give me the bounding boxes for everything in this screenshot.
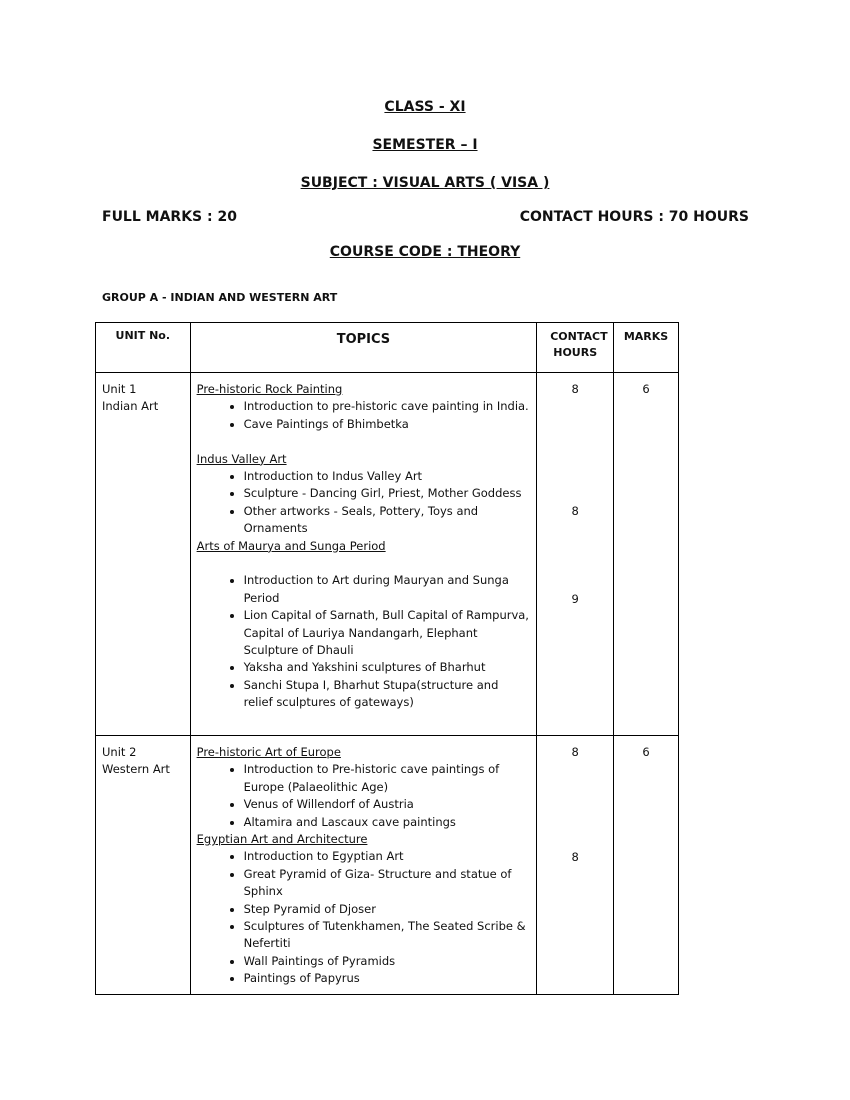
marks-cell: 6 — [614, 373, 679, 736]
col-hours-header — [537, 323, 614, 373]
class-title: CLASS - XI — [384, 99, 466, 115]
section-hours: 8 — [571, 745, 579, 759]
topic-list — [197, 572, 531, 711]
list-item: • Introduction to Indus Valley Art — [244, 468, 531, 485]
unit-name: Indian Art — [102, 399, 159, 414]
topic-list — [197, 398, 531, 433]
contact-hours: CONTACT HOURS : 70 HOURS — [519, 209, 749, 225]
table-row — [96, 373, 679, 736]
marks-cell: 6 — [614, 736, 679, 995]
course-code: COURSE CODE : THEORY — [329, 244, 521, 260]
unit-number: Unit 2 — [102, 745, 137, 759]
section-heading: Pre-historic Rock Painting — [196, 382, 343, 396]
section-heading: Egyptian Art and Architecture — [196, 832, 368, 847]
topic-list — [197, 848, 531, 987]
section-hours: 8 — [571, 850, 579, 864]
list-item: • Introduction to pre-historic cave painting in India. — [244, 398, 531, 415]
list-item: • Introduction to Pre-historic cave paintings of Europe (Palaeolithic Age) — [244, 761, 531, 796]
group-title: GROUP A - INDIAN AND WESTERN ART — [102, 291, 338, 304]
topics-cell — [190, 373, 537, 736]
col-marks-header: MARKS — [614, 323, 679, 373]
semester-title: SEMESTER – I — [372, 137, 478, 153]
list-item: • Altamira and Lascaux cave paintings — [244, 814, 531, 831]
list-item: • Introduction to Egyptian Art — [244, 848, 531, 865]
list-item: • Great Pyramid of Giza- Structure and statue of Sphinx — [244, 866, 531, 901]
list-item: • Lion Capital of Sarnath, Bull Capital of Rampurva, Capital of Lauriya Nandangarh, Elephant Sculpture of Dhauli — [244, 607, 531, 659]
list-item: • Yaksha and Yakshini sculptures of Bharhut — [244, 659, 531, 676]
col-topics-header: TOPICS — [190, 323, 537, 373]
list-item: • Sculptures of Tutenkhamen, The Seated Scribe & Nefertiti — [244, 918, 531, 953]
list-item: • Cave Paintings of Bhimbetka — [244, 416, 531, 433]
section-hours: 9 — [571, 592, 579, 606]
col-unit-header: UNIT No. — [96, 323, 191, 373]
topic-list — [197, 468, 531, 538]
table-row — [96, 736, 679, 995]
full-marks: FULL MARKS : 20 — [102, 209, 237, 225]
section-heading: Indus Valley Art — [196, 451, 287, 466]
list-item: • Sculpture - Dancing Girl, Priest, Mother Goddess — [244, 485, 531, 502]
subject-title: SUBJECT : VISUAL ARTS ( VISA ) — [300, 175, 550, 191]
topic-list — [197, 761, 531, 831]
table-header-row — [96, 323, 679, 373]
col-hours-header-text: CONTACT HOURS — [550, 330, 608, 359]
hours-cell — [537, 736, 614, 995]
list-item: • Sanchi Stupa I, Bharhut Stupa(structure and relief sculptures of gateways) — [244, 677, 531, 712]
list-item: • Paintings of Papyrus — [244, 970, 531, 987]
list-item: • Wall Paintings of Pyramids — [244, 953, 531, 970]
syllabus-table — [95, 322, 679, 995]
unit-number: Unit 1 — [102, 382, 137, 396]
list-item: • Venus of Willendorf of Austria — [244, 796, 531, 813]
unit-cell — [96, 373, 191, 736]
list-item: • Introduction to Art during Mauryan and Sunga Period — [244, 572, 531, 607]
section-heading: Arts of Maurya and Sunga Period — [196, 538, 386, 553]
unit-cell — [96, 736, 191, 995]
section-hours: 8 — [571, 382, 579, 396]
section-heading: Pre-historic Art of Europe — [196, 745, 341, 759]
section-hours: 8 — [571, 504, 579, 518]
list-item: • Other artworks - Seals, Pottery, Toys and Ornaments — [244, 503, 531, 538]
list-item: • Step Pyramid of Djoser — [244, 901, 531, 918]
topics-cell — [190, 736, 537, 995]
hours-cell — [537, 373, 614, 736]
unit-name: Western Art — [102, 762, 170, 777]
